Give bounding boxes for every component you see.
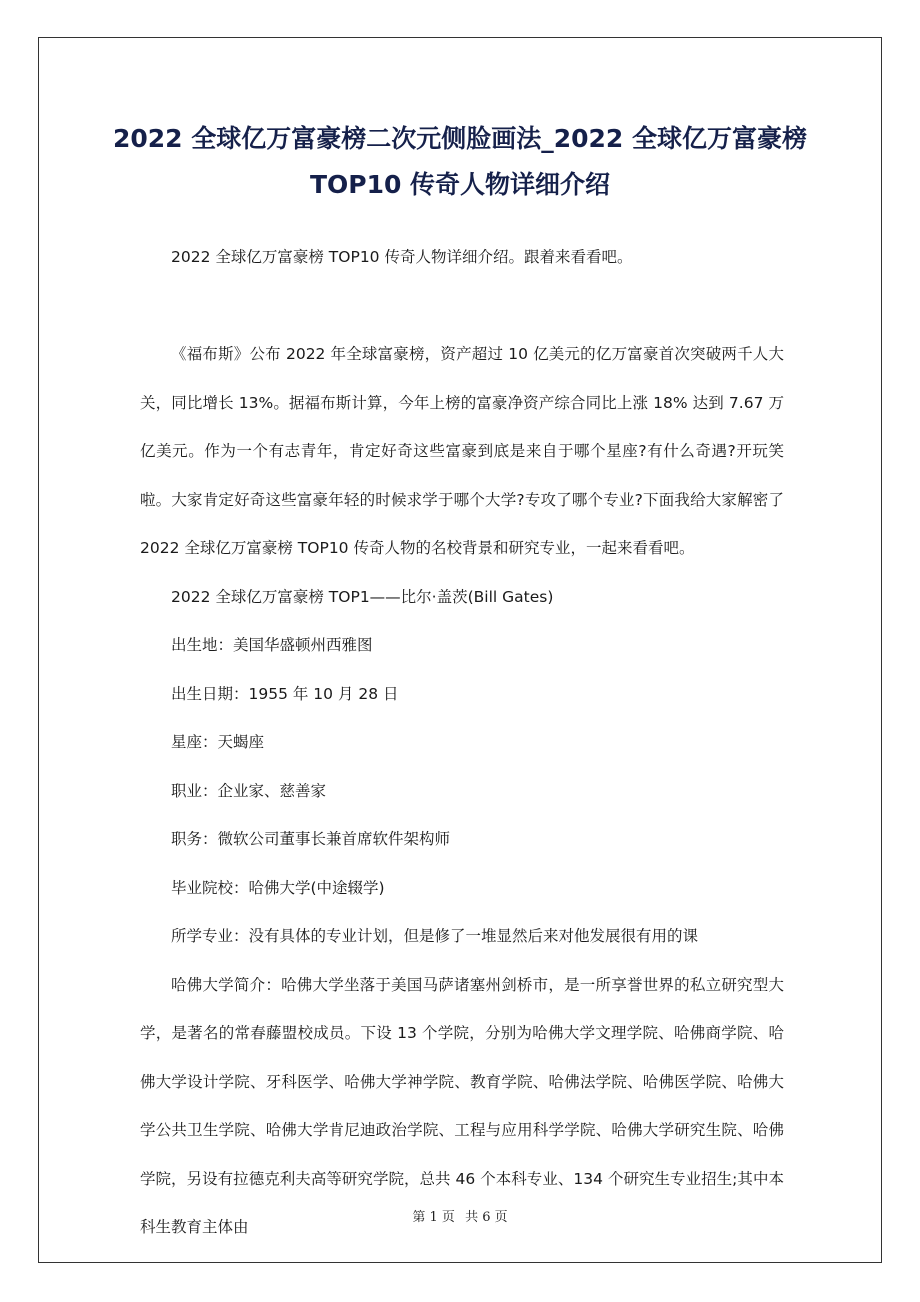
zodiac-line: 星座：天蝎座 [171,733,265,751]
school-line: 毕业院校：哈佛大学(中途辍学) [171,878,385,897]
harvard-paragraph: 哈佛大学简介：哈佛大学坐落于美国马萨诸塞州剑桥市，是一所享誉世界的私立研究型大学，是著名的常春藤盟校成员。下设 13 个学院，分别为哈佛大学文理学院、哈佛商学院、哈佛大学设计学院、牙科医学、哈佛大学神学院、教育学院、哈佛法学院、哈佛医学院、哈佛大学公共卫生学院、哈佛大学肯尼迪政治学院、工程与应用科学学院、哈佛大学研究生院、哈佛学院，另设有拉德克利夫高等研究学院，总共 46 个本科专业、134 个研究生专业招生;其中本科生教育主体由 [140,975,784,1236]
document-title: 2022 全球亿万富豪榜二次元侧脸画法_2022 全球亿万富豪榜 TOP10 传奇人物详细介绍 [112,124,808,199]
birthplace-line: 出生地：美国华盛顿州西雅图 [171,636,373,654]
page-number: 第 1 页 [412,1210,455,1225]
position-line: 职务：微软公司董事长兼首席软件架构师 [171,830,451,848]
intro-paragraph: 2022 全球亿万富豪榜 TOP10 传奇人物详细介绍。跟着来看看吧。 [171,248,633,266]
intro-block [140,233,784,282]
forbes-paragraph: 《福布斯》公布 2022 年全球富豪榜，资产超过 10 亿美元的亿万富豪首次突破两千人大关，同比增长 13%。据福布斯计算，今年上榜的富豪净资产综合同比上涨 18% 达到 7.67 万亿美元。作为一个有志青年，肯定好奇这些富豪到底是来自于哪个星座?有什么奇遇?开玩笑啦。大家肯定好奇这些富豪年轻的时候求学于哪个大学?专攻了哪个专业?下面我给大家解密了 2022 全球亿万富豪榜 TOP10 传奇人物的名校背景和研究专业，一起来看看吧。 [140,345,784,557]
occupation-line: 职业：企业家、慈善家 [171,781,327,800]
main-content [140,330,784,1252]
page-footer [0,1206,920,1225]
major-line: 所学专业：没有具体的专业计划，但是修了一堆显然后来对他发展很有用的课 [171,927,699,945]
top1-heading: 2022 全球亿万富豪榜 TOP1——比尔·盖茨(Bill Gates) [171,587,554,606]
page-total: 共 6 页 [465,1210,508,1225]
birthdate-line: 出生日期：1955 年 10 月 28 日 [171,684,399,703]
